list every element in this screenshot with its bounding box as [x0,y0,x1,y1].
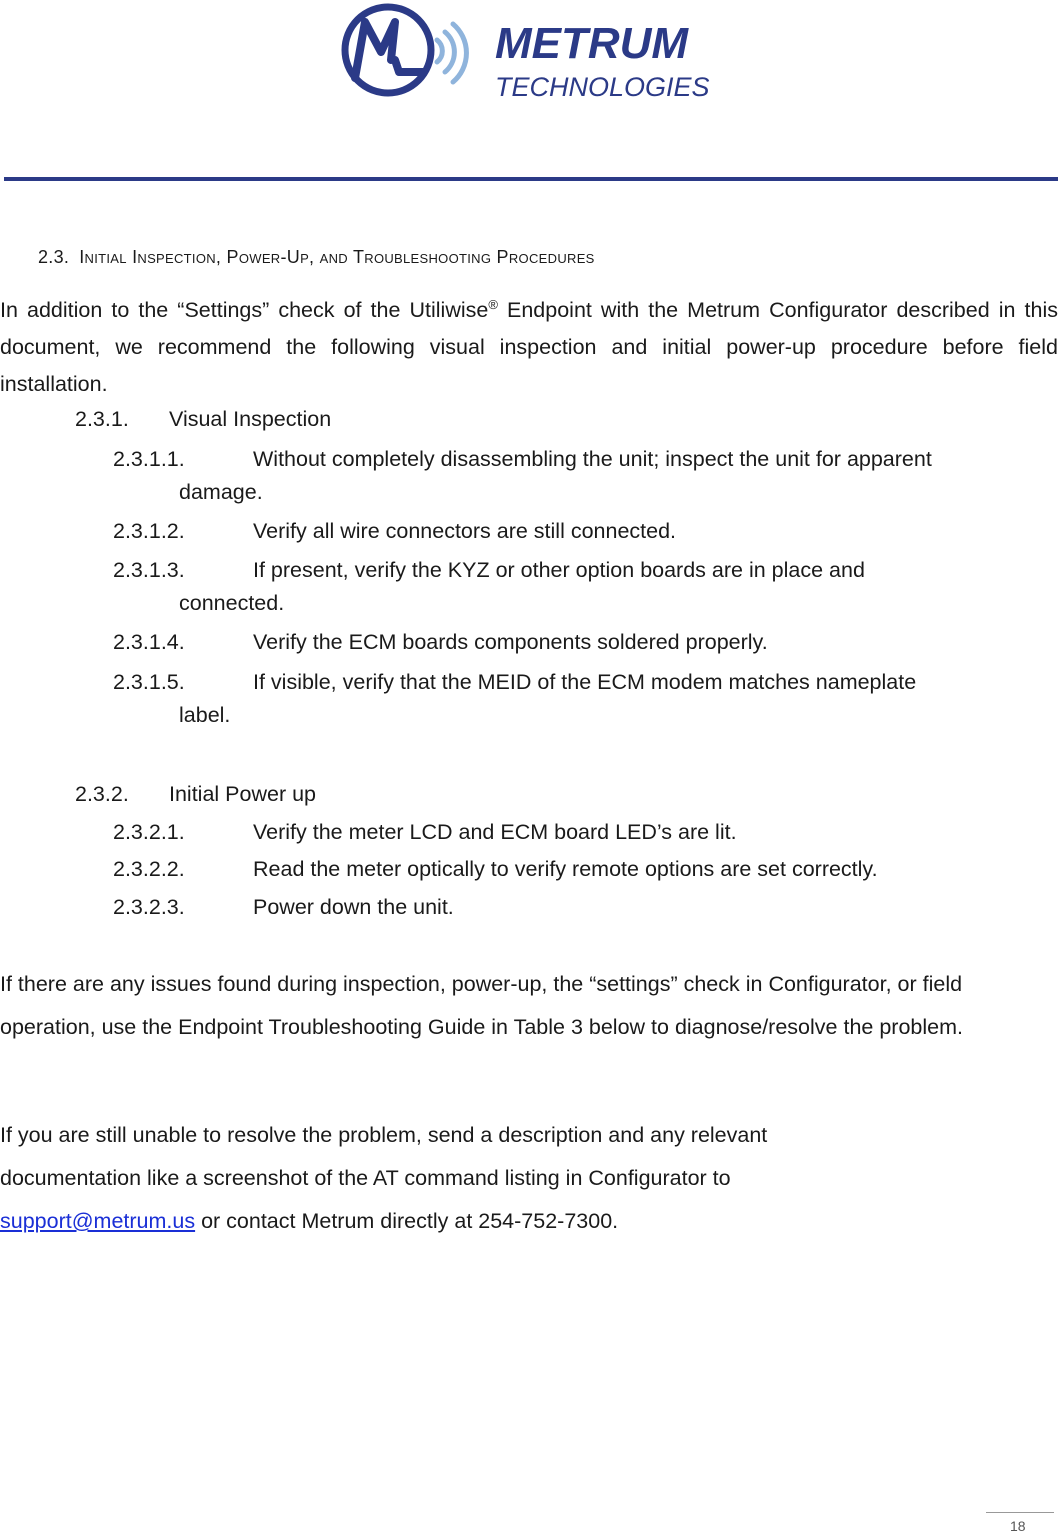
intro-text-start: In addition to the “Settings” check of the Utiliwise [0,298,489,322]
support-text-end: or contact Metrum directly at 254-752-7300. [195,1209,619,1233]
header-divider [4,177,1058,181]
list-item [113,889,1053,925]
item-text: Verify the ECM boards components soldered properly. [253,630,768,654]
item-number: 2.3.1.1. [113,447,185,471]
intro-text-end: Endpoint with the Metrum Configurator described in this document, we recommend the following visual inspection and initial power-up procedure before field installation. [0,298,1058,396]
subsection-title: Initial Power up [169,782,316,806]
section-number: 2.3. [38,247,70,267]
list-item [113,851,1053,887]
item-text: Verify the meter LCD and ECM board LED’s are lit. [253,820,737,844]
subsection-title: Visual Inspection [169,407,332,431]
logo-mark-icon [333,0,743,110]
subsection-visual-inspection [75,404,331,434]
list-item [113,624,1053,660]
item-number: 2.3.2.1. [113,820,185,844]
item-number: 2.3.2.2. [113,857,185,881]
subsection-number: 2.3.1. [75,407,129,431]
list-item [113,814,1053,850]
item-text: Without completely disassembling the unit; inspect the unit for apparent [253,447,932,471]
item-text: If visible, verify that the MEID of the ECM modem matches nameplate [253,670,917,694]
support-text-start: If you are still unable to resolve the problem, send a description and any relevant documentation like a screenshot of the AT command listing in Configurator to [0,1123,768,1190]
item-text-continued: label. [179,703,231,727]
list-item [113,441,1053,510]
metrum-logo [333,0,743,110]
item-text-continued: damage. [179,480,263,504]
item-text: If present, verify the KYZ or other option boards are in place and [253,558,865,582]
footer-divider [986,1512,1054,1513]
section-heading [38,247,595,268]
item-number: 2.3.1.2. [113,519,185,543]
registered-mark: ® [488,297,498,312]
issues-paragraph: If there are any issues found during inspection, power-up, the “settings” check in Configurator, or field operation, use the Endpoint Troubleshooting Guide in Table 3 below to diagnose/resolve the problem. [0,972,963,1039]
subsection-initial-power-up [75,779,316,809]
item-text: Power down the unit. [253,895,454,919]
item-number: 2.3.1.4. [113,630,185,654]
section-title: Initial Inspection, Power-Up, and Troubleshooting Procedures [79,247,595,267]
item-text: Read the meter optically to verify remote options are set correctly. [253,857,878,881]
subsection-number: 2.3.2. [75,782,129,806]
list-item [113,513,1053,549]
intro-paragraph [0,286,1058,403]
support-paragraph [0,1114,900,1243]
page-number: 18 [1010,1518,1026,1534]
item-number: 2.3.1.3. [113,558,185,582]
list-item [113,664,1053,733]
item-number: 2.3.2.3. [113,895,185,919]
brand-name: METRUM [495,19,689,68]
list-item [113,552,1053,621]
brand-subtitle: TECHNOLOGIES [495,72,710,102]
item-text-continued: connected. [179,591,285,615]
item-text: Verify all wire connectors are still connected. [253,519,677,543]
item-number: 2.3.1.5. [113,670,185,694]
support-email-link[interactable]: support@metrum.us [0,1209,196,1233]
